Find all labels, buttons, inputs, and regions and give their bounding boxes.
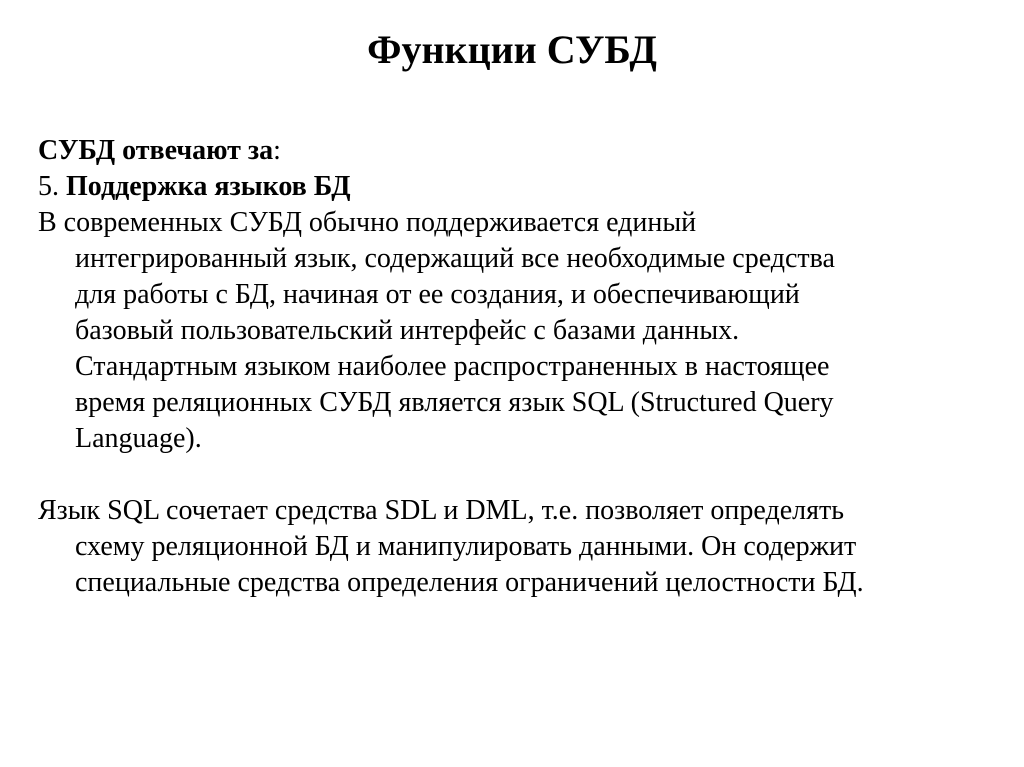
paragraph1-line: Стандартным языком наиболее распространенных в настоящее [75, 351, 830, 382]
paragraph2-line: схему реляционной БД и манипулировать данными. Он содержит [75, 531, 857, 562]
intro-rest: : [273, 135, 281, 166]
paragraph1-line: интегрированный язык, содержащий все необходимые средства [75, 243, 835, 274]
paragraph2-line: Язык SQL сочетает средства SDL и DML, т.е. позволяет определять [38, 495, 844, 526]
slide-title: Функции СУБД [367, 27, 657, 72]
intro-line [38, 133, 998, 169]
paragraph1-line: время реляционных СУБД является язык SQL (Structured Query [75, 387, 834, 418]
slide-content [38, 133, 998, 601]
paragraph2-line: специальные средства определения ограничений целостности БД. [75, 567, 864, 598]
paragraph1-line: базовый пользовательский интерфейс с базами данных. [75, 315, 740, 346]
paragraph1-line: В современных СУБД обычно поддерживается единый [38, 207, 697, 238]
paragraph1-line: для работы с БД, начиная от ее создания, и обеспечивающий [75, 279, 800, 310]
paragraph-spacer [38, 457, 998, 493]
intro-bold: СУБД отвечают за [38, 135, 274, 166]
item-title: Поддержка языков БД [66, 171, 351, 202]
item-line [38, 169, 998, 205]
item-number: 5. [38, 171, 66, 202]
paragraph1-line: Language). [75, 423, 202, 454]
